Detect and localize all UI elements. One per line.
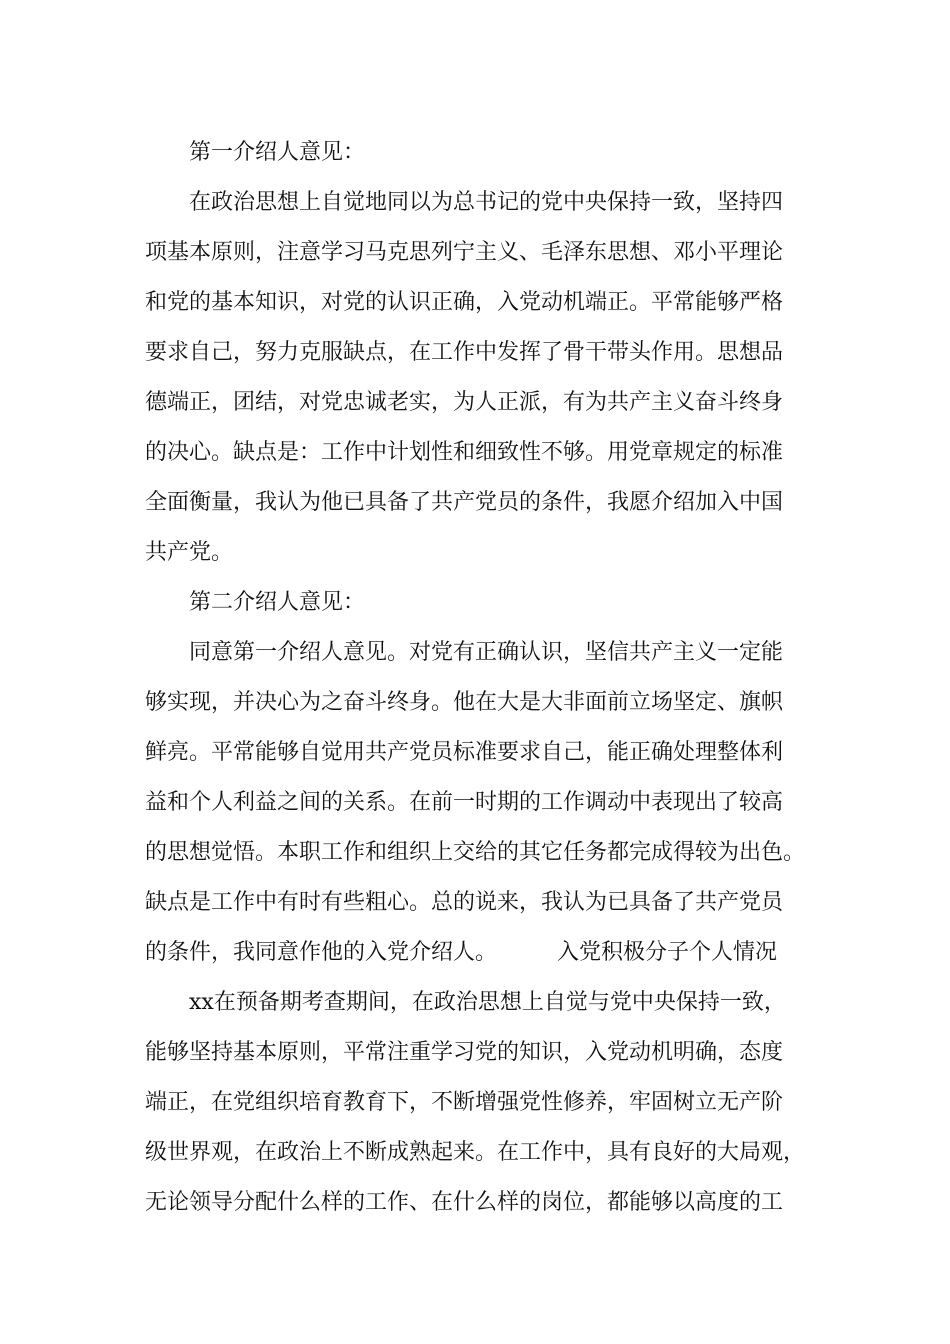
paragraph-line: 够实现，并决心为之奋斗终身。他在大是大非面前立场坚定、旗帜 — [145, 690, 784, 715]
section-heading: 第一介绍人意见： — [189, 140, 366, 165]
paragraph-line: 要求自己，努力克服缺点，在工作中发挥了骨干带头作用。思想品 — [145, 340, 784, 365]
paragraph-line: 能够坚持基本原则，平常注重学习党的知识，入党动机明确，态度 — [145, 1040, 784, 1065]
document-body — [145, 128, 810, 1228]
paragraph-line: 和党的基本知识，对党的认识正确，入党动机端正。平常能够严格 — [145, 290, 784, 315]
paragraph-line: 共产党。 — [145, 540, 234, 565]
paragraph-line: 益和个人利益之间的关系。在前一时期的工作调动中表现出了较高 — [145, 790, 784, 815]
section-heading: 第二介绍人意见： — [189, 590, 366, 615]
paragraph-line: 在政治思想上自觉地同以为总书记的党中央保持一致，坚持四 — [189, 190, 784, 215]
paragraph-line-with-title — [145, 928, 810, 978]
paragraph-line: 项基本原则，注意学习马克思列宁主义、毛泽东思想、邓小平理论 — [145, 240, 784, 265]
paragraph-line: 级世界观，在政治上不断成熟起来。在工作中，具有良好的大局观， — [145, 1140, 806, 1165]
paragraph-line: 的决心。缺点是：工作中计划性和细致性不够。用党章规定的标准 — [145, 440, 784, 465]
paragraph-line: 的思想觉悟。本职工作和组织上交给的其它任务都完成得较为出色。 — [145, 840, 806, 865]
paragraph-line: xx在预备期考查期间，在政治思想上自觉与党中央保持一致， — [189, 990, 786, 1015]
paragraph-line: 全面衡量，我认为他已具备了共产党员的条件，我愿介绍加入中国 — [145, 490, 784, 515]
paragraph-line: 的条件，我同意作他的入党介绍人。 — [145, 940, 498, 965]
section-title: 入党积极分子个人情况 — [557, 940, 778, 965]
paragraph-line: 鲜亮。平常能够自觉用共产党员标准要求自己，能正确处理整体利 — [145, 740, 784, 765]
paragraph-line: 端正，在党组织培育教育下，不断增强党性修养，牢固树立无产阶 — [145, 1090, 784, 1115]
paragraph-line: 无论领导分配什么样的工作、在什么样的岗位，都能够以高度的工 — [145, 1190, 784, 1215]
paragraph-line: 同意第一介绍人意见。对党有正确认识，坚信共产主义一定能 — [189, 640, 784, 665]
paragraph-line: 缺点是工作中有时有些粗心。总的说来，我认为已具备了共产党员 — [145, 890, 784, 915]
paragraph-line: 德端正，团结，对党忠诚老实，为人正派，有为共产主义奋斗终身 — [145, 390, 784, 415]
